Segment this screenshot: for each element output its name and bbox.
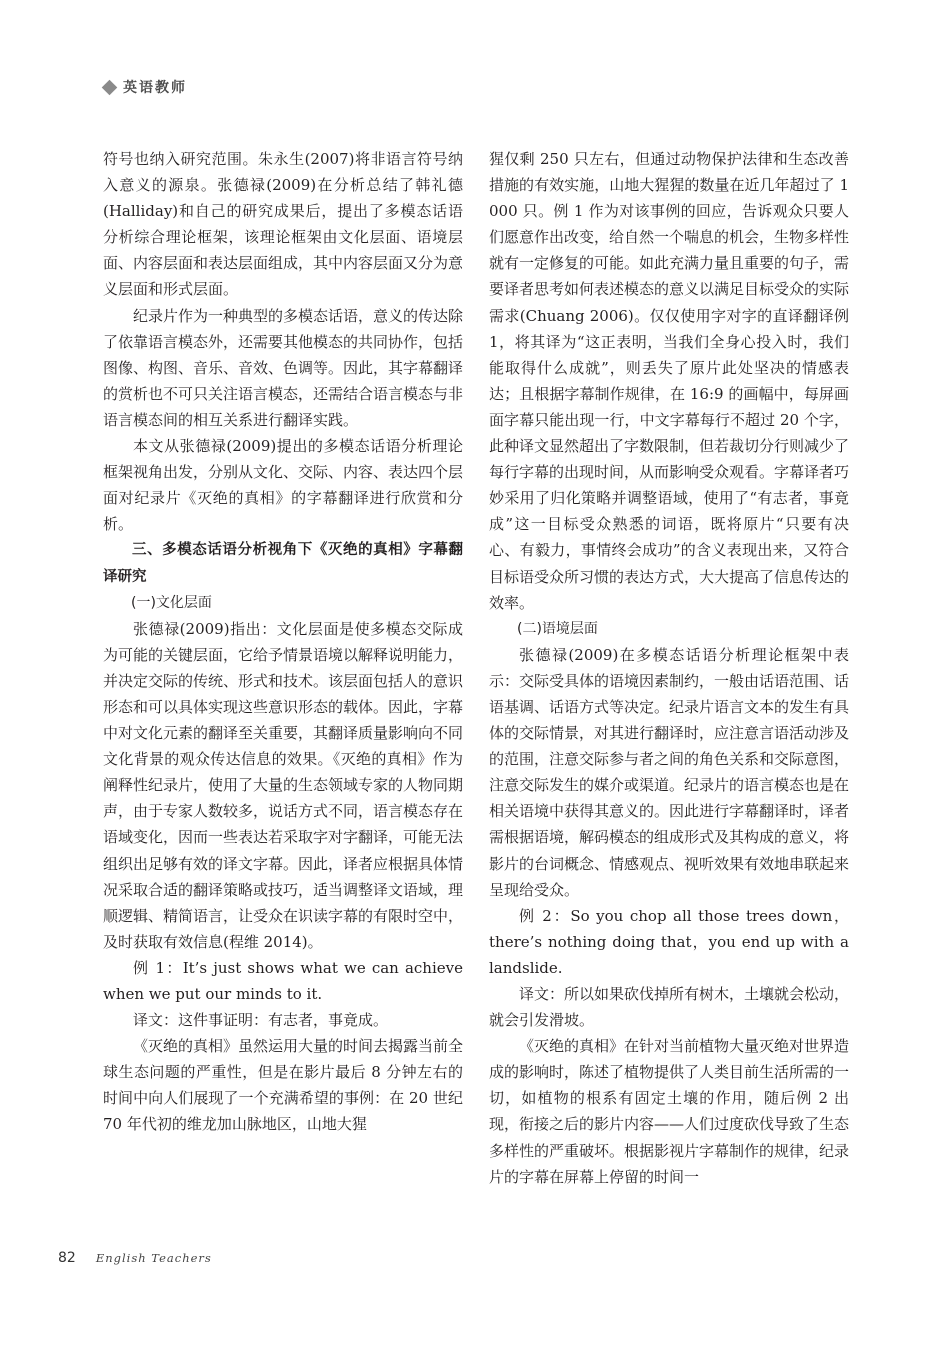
left-column	[103, 146, 463, 1138]
right-column	[489, 146, 849, 1190]
example-sentence: 例 2：So you chop all those trees down，there’s nothing doing that，you end up with a landslide.	[489, 906, 849, 977]
example-translation: 译文：这件事证明：有志者，事竟成。	[133, 1011, 389, 1030]
paragraph: 张德禄(2009)在多模态话语分析理论框架中表示：交际受具体的语境因素制约，一般由话语范围、话语基调、话语方式等决定。纪录片语言文本的发生有具体的交际情景，对其进行翻译时，应注意言语活动涉及的范围，注意交际参与者之间的角色关系和交际意图，注意交际发生的媒介或渠道。纪录片的语言模态也是在相关语境中获得其意义的。因此进行字幕翻译时，译者需根据语境，解码模态的组成形式及其构成的意义，将影片的台词概念、情感观点、视听效果有效地串联起来呈现给受众。	[489, 645, 850, 899]
paragraph: 本文从张德禄(2009)提出的多模态话语分析理论框架视角出发，分别从文化、交际、内容、表达四个层面对纪录片《灭绝的真相》的字幕翻译进行欣赏和分析。	[103, 437, 464, 534]
paragraph: 纪录片作为一种典型的多模态话语，意义的传达除了依靠语言模态外，还需要其他模态的共同协作，包括图像、构图、音乐、音效、色调等。因此，其字幕翻译的赏析也不可只关注语言模态，还需结合语言模态与非语言模态间的相互关系进行翻译实践。	[103, 306, 464, 429]
example-translation: 译文：所以如果砍伐掉所有树木，土壤就会松动，就会引发滑坡。	[489, 985, 850, 1030]
diamond-icon	[102, 79, 118, 95]
subsection-heading: (一)文化层面	[131, 594, 212, 611]
page-number: 82	[58, 1250, 76, 1266]
paragraph: 《灭绝的真相》虽然运用大量的时间去揭露当前全球生态问题的严重性，但是在影片最后 8 分钟左右的时间中向人们展现了一个充满希望的事例：在 20 世纪 70 年代初的维龙加山脉地区，山地大猩	[103, 1037, 464, 1134]
page-footer	[58, 1250, 212, 1266]
journal-name: 英语教师	[123, 80, 187, 96]
paragraph: 《灭绝的真相》在针对当前植物大量灭绝对世界造成的影响时，陈述了植物提供了人类目前生活所需的一切，如植物的根系有固定土壤的作用，随后例 2 出现，衔接之后的影片内容——人们过度砍伐导致了生态多样性的严重破坏。根据影视片字幕制作的规律，纪录片的字幕在屏幕上停留的时间一	[489, 1037, 850, 1186]
journal-english-title: English Teachers	[95, 1251, 212, 1265]
paragraph: 符号也纳入研究范围。朱永生(2007)将非语言符号纳入意义的源泉。张德禄(2009)在分析总结了韩礼德(Halliday)和自己的研究成果后，提出了多模态话语分析综合理论框架，该理论框架由文化层面、语境层面、内容层面和表达层面组成，其中内容层面又分为意义层面和形式层面。	[103, 150, 464, 299]
subsection-heading: (二)语境层面	[517, 620, 598, 637]
running-header	[102, 76, 187, 98]
section-heading: 三、多模态话语分析视角下《灭绝的真相》字幕翻译研究	[103, 542, 463, 585]
paragraph: 张德禄(2009)指出：文化层面是使多模态交际成为可能的关键层面，它给予情景语境以解释说明能力，并决定交际的传统、形式和技术。该层面包括人的意识形态和可以具体实现这些意识形态的载体。因此，字幕中对文化元素的翻译至关重要，其翻译质量影响向不同文化背景的观众传达信息的效果。《灭绝的真相》作为阐释性纪录片，使用了大量的生态领域专家的人物同期声，由于专家人数较多，说话方式不同，语言模态存在语域变化，因而一些表达若采取字对字翻译，可能无法组织出足够有效的译文字幕。因此，译者应根据具体情况采取合适的翻译策略或技巧，适当调整译文语域，理顺逻辑、精简语言，让受众在识读字幕的有限时空中，及时获取有效信息(程维 2014)。	[103, 619, 464, 951]
example-sentence: 例 1：It’s just shows what we can achieve when we put our minds to it.	[103, 958, 463, 1003]
paragraph: 猩仅剩 250 只左右，但通过动物保护法律和生态改善措施的有效实施，山地大猩猩的数量在近几年超过了 1 000 只。例 1 作为对该事例的回应，告诉观众只要人们愿意作出改变，给自然一个喘息的机会，生物多样性就有一定修复的可能。如此充满力量且重要的句子，需要译者思考如何表述模态的意义以满足目标受众的实际需求(Chuang 2006)。仅仅使用字对字的直译翻译例 1，将其译为“这正表明，当我们全身心投入时，我们能取得什么成就”，则丢失了原片此处坚决的情感表达；且根据字幕制作规律，在 16:9 的画幅中，每屏画面字幕只能出现一行，中文字幕每行不超过 20 个字，此种译文显然超出了字数限制，但若裁切分行则减少了每行字幕的出现时间，从而影响受众观看。字幕译者巧妙采用了归化策略并调整语域，使用了“有志者，事竟成”这一目标受众熟悉的词语，既将原片“只要有决心、有毅力，事情终会成功”的含义表现出来，又符合目标语受众所习惯的表达方式，大大提高了信息传达的效率。	[489, 150, 850, 612]
